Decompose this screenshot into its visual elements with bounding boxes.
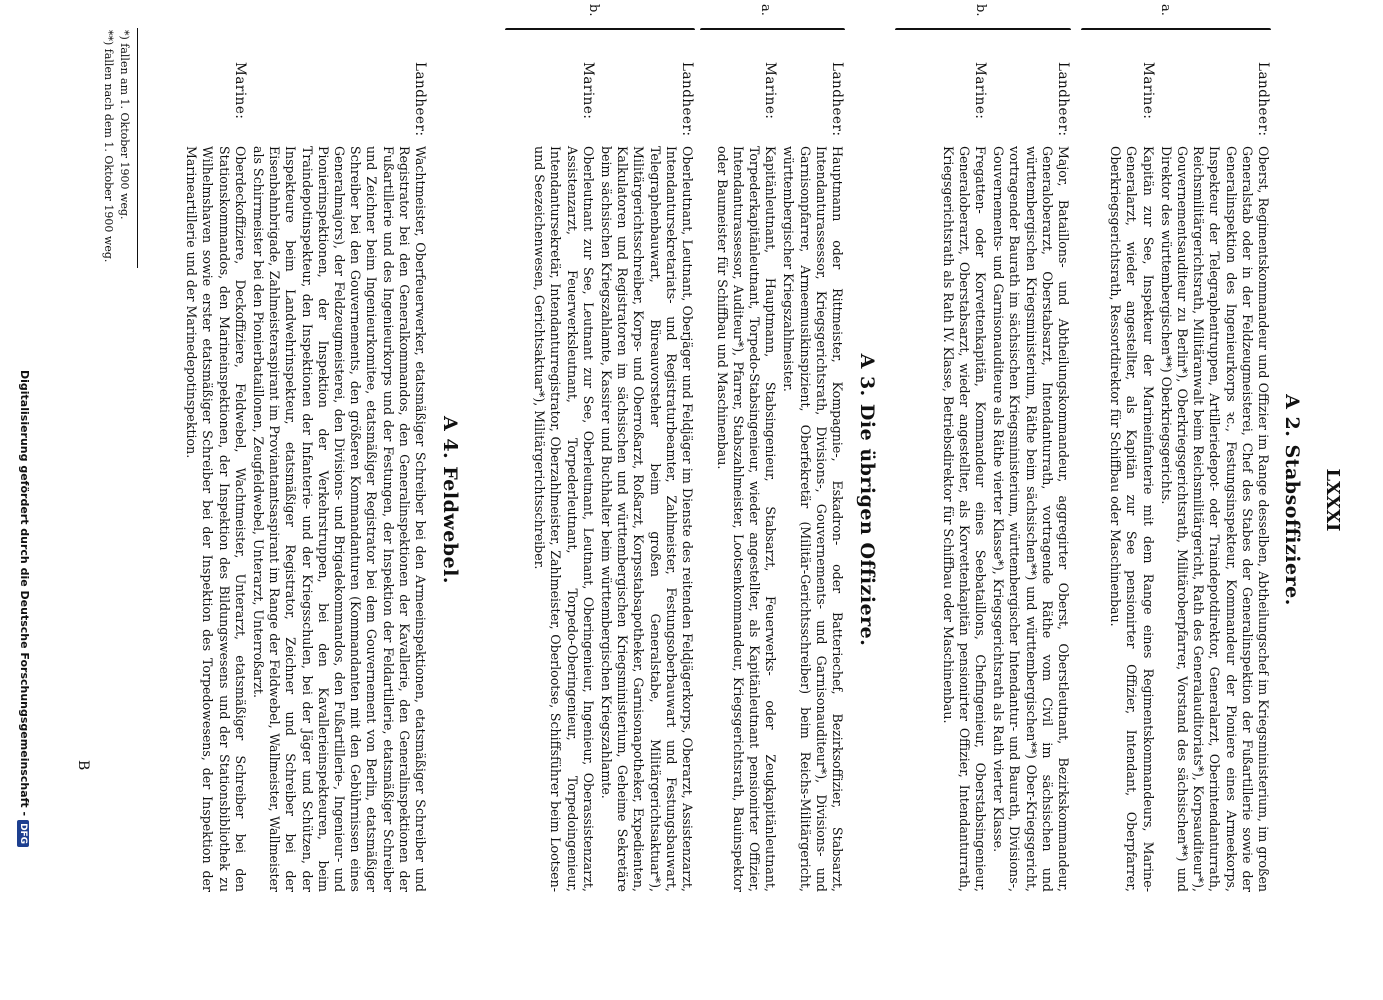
entry-label: Landheer: [1255,62,1271,137]
footnote-2: **) fallen nach dem 1. Oktober 1900 weg. [102,30,115,263]
entry-a3a-marine [713,62,778,892]
brace-a3b [505,28,695,30]
group-letter-a2b: b. [973,4,988,17]
group-a2b [939,62,1071,892]
entry-a4-landheer [250,62,428,892]
entry-a3b-marine [531,62,596,892]
entry-text: Major, Bataillons- und Abtheilungskommandeur, aggregirter Oberst, Oberstleutnant, Bezirkskommandeur, Generaloberarzt, Oberstabsarzt, Intendanturrath, vortragende Räthe vom Civil im sächsischen und württembergischen Kriegsministerium, Räthe beim sächsischen**) und württembergischen**) Ober-Kriegsgericht, vortragender Baurath im sächsischen Kriegsministerium, württembergischer Intendantur- und Baurath, Divisions-, Gouvernements- und Garnisonauditeure als Räthe vierter Klasse*), Kriegsgerichtsrath als Rath vierter Klasse. [991,146,1071,892]
group-letter-a3b: b. [586,4,601,17]
entry-a3b-landheer [598,62,695,892]
entry-text: Kapitän zur See, Inspekteur der Marineinfanterie mit dem Range eines Regimentskommandeurs, Marine-Generalarzt, wieder angestellter, als Kapitän zur See pensionirter Offizier, Intendant, Oberpfarrer, Oberkriegsgerichtsrath, Ressortdirektor für Schiffbau oder Maschinenbau. [1108,146,1156,892]
entry-a2b-landheer [990,62,1071,892]
entry-label: Landheer: [829,62,845,137]
entry-label: Marine: [1139,62,1156,120]
entry-a2a-marine [1107,62,1156,892]
entry-a3a-landheer [780,62,845,892]
brace-a2b [895,28,1071,30]
group-letter-a2a: a. [1158,4,1173,16]
entry-label: Marine: [971,62,988,120]
entry-text: Oberst, Regimentskommandeur und Offizier im Range desselben, Abtheilungschef im Kriegsministerium, im großen Generalstab oder in der Feldzeugmeisterei, Chef des Stabes der Generalinspektion der Fußartillerie sowie der Generalinspektion des Ingenieurkorps ꝛc., Festungsinspekteur, Kommandeur der Pioniere eines Armeekorps, Inspekteur der Telegraphentruppen, Artilleriedepot- oder Traindepotdirektor, Generalarzt, Oberintendanturrath, Reichsmilitärgerichtsrath, Militäranwalt beim Reichsmilitärgericht, Rath des Generalauditoriats*), Korpsauditeur*), Gouvernementsauditeur zu Berlin*), Oberkriegsgerichtsrath, Militäroberpfarrer, Vorstand des sächsischen**) und Direktor des württembergischen**) Oberkriegsgerichts. [1158,146,1271,892]
entry-text: Oberdeckoffiziere, Deckoffiziere, Feldwebel, Wachtmeister, Unterarzt, etatsmäßiger Schreiber bei den Stationskommandos, den Marineinspektionen, der Inspektion des Bildungswesens und der Stationsbibliothek zu Wilhelmshaven sowie erster etatsmäßiger Schreiber bei der Inspektion des Torpedowesens, der Inspektion der Marineartillerie und der Marinedepotinspektion. [184,146,248,892]
signature-mark: B [75,760,91,771]
section-title-a3: A 3. Die übrigen Offiziere. [856,353,878,647]
brace-a2a [1081,28,1271,30]
entry-a2a-landheer [1158,62,1271,892]
entry-text: Oberleutnant zur See, Leutnant zur See, Oberleutnant, Leutnant, Oberingenieur, Ingenieur, Oberassistenzarzt, Assistenzarzt, Feuerwerksleutnant, Torpederleutnant, Torpedo-Oberingenieur, Torpedoingenieur, Intendantursekretär, Intendanturregistrator, Oberzahlmeister, Zahlmeister, Oberlootse, Schiffsführer beim Lootsen- und Seezeichenwesen, Gerichtsaktuar*), Militärgerichtsschreiber. [532,146,596,892]
entry-text: Oberleutnant, Leutnant, Oberjäger und Feldjäger im Dienste des reitenden Feldjägerkorps, Oberarzt, Assistenzarzt, Intendantursekretariats- und Registraturbeamter, Zahlmeister, Festungsoberbauwart und Festungsbauwart, Telegraphenbauwart, Büreauvorsteher beim großen Generalstabe, Militärgerichtsaktuar*), Militärgerichtsschreiber, Korps- und Oberroßarzt, Roßarzt, Korpsstabsapotheker, Garnisonapotheker, Expedienten, Kalkulatoren und Registratoren im sächsischen und württembergischen Kriegsministerium, Geheime Sekretäre beim sächsischen Kriegszahlamte, Kassirer und Buchhalter beim württembergischen Kriegszahlamte. [598,146,695,892]
page-number: LXXXI [1322,468,1343,532]
entry-label: Landheer: [1055,62,1071,137]
dfg-logo: DFG [17,820,29,847]
footnote-1: *) fallen am 1. Oktober 1900 weg. [118,30,131,220]
group-a4 [183,62,428,892]
entry-label: Marine: [762,62,779,120]
group-a3a [713,62,845,892]
section-title-a4: A 4. Feldwebel. [439,416,461,584]
entry-text: Kapitänleutnant, Hauptmann, Stabsingenieur, Stabsarzt, Feuerwerks- oder Zeugkapitänleutnant, Torpederkapitänleutnant, Torpedo-Stabsingenieur, wieder angestellter, als Kapitänleutnant pensionirter Offizier, Intendanturassessor, Auditeur*), Pfarrer, Stabszahlmeister, Lootsenkommandeur, Kriegsgerichtsrath, Bauinspektor oder Baumeister für Schiffbau und Maschinenbau. [714,146,779,892]
entry-label: Landheer: [679,62,695,137]
section-title-a2: A 2. Stabsoffiziere. [1281,394,1303,606]
entry-a2b-marine [939,62,988,892]
group-a2a [1107,62,1271,892]
footnote-rule [137,28,138,268]
entry-label: Marine: [579,62,596,120]
group-a3b [531,62,695,892]
entry-text: Hauptmann oder Rittmeister, Kompagnie-, Eskadron- oder Batteriechef, Bezirksoffizier, Stabsarzt, Intendanturassessor, Kriegsgerichtsrath, Divisions-, Gouvernements- und Garnisonauditeur*), Divisions- und Garnisonpfarrer, Armeemusikinspizient, Oberfekretär (Militär-Gerichtsschreiber) beim Reichs-Militärgericht, württembergischer Kriegszahlmeister. [781,146,845,892]
entry-a4-marine [183,62,248,892]
credit-text: Digitalisierung gefördert durch die Deutsche Forschungsgemeinschaft - [18,370,31,817]
entry-label: Landheer: [412,62,428,137]
entry-text: Fregatten- oder Korvettenkapitän, Kommandeur eines Seebataillons, Chefingenieur, Oberstabsingenieur, Generaloberarzt, Oberstabsarzt, wieder angestellter, als Korvettenkapitän pensionirter Offizier, Intendanturrath, Kriegsgerichtsrath als Rath IV. Klasse, Betriebsdirektor für Schiffbau oder Maschinenbau. [940,146,988,892]
brace-a3a [700,28,845,30]
group-letter-a3a: a. [758,4,773,16]
entry-label: Marine: [231,62,248,120]
digitization-credit [17,370,31,847]
entry-text: Wachtmeister, Oberfeuerwerker, etatsmäßiger Schreiber bei den Armeeinspektionen, etatsmäßiger Schreiber und Registrator bei den Generalkommandos, den Generalinspektionen der Kavallerie, den Generalinspektionen der Fußartillerie und des Ingenieurkorps und der Festungen, der Inspektion der Feldartillerie, etatsmäßiger Schreiber und Zeichner beim Ingenieurkomitee, etatsmäßiger Registrator bei dem Gouvernement von Berlin, etatsmäßiger Schreiber bei den Gouvernements, den größeren Kommandanturen (Kommandanten mit den Gebührnissen eines Generalmajors), der Feldzeugmeisterei, den Divisions- und Brigadekommandos, den Fußartillerie-, Ingenieur- und Pionierinspektionen, der Inspektion der Verkehrstruppen, bei den Kavallerieinspekteuren, beim Traindepotinspekteur, den Inspektionen der Infanterie- und der Kriegsschulen, bei der Jäger und Schützen, der Inspekteure beim Landwehrinspekteur, etatsmäßiger Registrator, Zeichner und Schreiber bei der Eisenbahnbrigade, Zahlmeisteraspirant im Proviantamtsaspirant im Range der Feldwebel, Wallmeister, Wallmeister als Schirrmeister bei den Pionierbataillonen, Zeugfeldwebel, Unterarzt, Unterroßarzt. [250,146,428,892]
